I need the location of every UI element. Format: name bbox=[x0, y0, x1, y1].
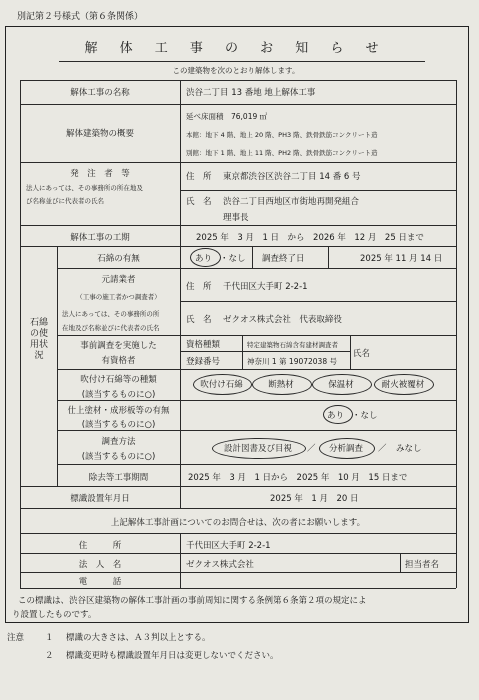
method-item: みなし bbox=[396, 444, 422, 454]
col-line bbox=[252, 246, 253, 268]
col-line bbox=[180, 533, 181, 588]
asbestos-presence-label: 石綿の有無 bbox=[97, 254, 140, 264]
footer-line-2: り設置したものです。 bbox=[12, 610, 97, 620]
col-line bbox=[350, 335, 351, 369]
inquiry-intro: 上記解体工事計画についてのお問合せは、次の者にお願いします。 bbox=[110, 518, 366, 528]
orderer-address: 東京都渋谷区渋谷二丁目 14 番 6 号 bbox=[223, 172, 361, 182]
finish-label: 仕上塗材・成形板等の有無 bbox=[67, 406, 170, 416]
survey-done-date: 2025 年 11 月 14 日 bbox=[360, 254, 443, 264]
contractor-label: 元請業者 bbox=[101, 275, 136, 285]
orderer-name-label: 氏 名 bbox=[186, 197, 212, 207]
row-line bbox=[20, 80, 456, 81]
row-line bbox=[57, 335, 456, 336]
row-line bbox=[57, 430, 456, 431]
row-line bbox=[57, 400, 456, 401]
form-number: 別記第２号様式（第６条関係） bbox=[17, 12, 144, 22]
qualified-label-1: 事前調査を実施した bbox=[80, 341, 157, 351]
method-label: 調査方法 bbox=[101, 437, 136, 447]
title-rule bbox=[59, 61, 425, 62]
orderer-address-label: 住 所 bbox=[186, 172, 212, 182]
contractor-name: ゼクオス株式会社 代表取締役 bbox=[223, 315, 342, 325]
orderer-label: 発 注 者 等 bbox=[70, 169, 130, 179]
row-line bbox=[20, 246, 456, 247]
spray-item: 断熱材 bbox=[268, 380, 294, 390]
removal-label: 除去等工事期間 bbox=[88, 473, 149, 483]
registration-label: 登録番号 bbox=[186, 357, 221, 367]
annex-building-spec: 別館：地下 1 階、地上 11 階、PH2 階、鉄骨鉄筋コンクリート造 bbox=[186, 149, 378, 157]
contractor-name-label: 氏 名 bbox=[186, 315, 212, 325]
col-line bbox=[400, 553, 401, 572]
method-separator: ／ bbox=[307, 444, 316, 454]
col-line bbox=[180, 80, 181, 508]
row-line bbox=[20, 162, 456, 163]
row-line bbox=[180, 301, 456, 302]
orderer-name: 渋谷二丁目西地区市街地再開発組合 bbox=[223, 197, 360, 207]
row-line bbox=[20, 533, 456, 534]
main-building-spec: 本館：地下 4 階、地上 20 階、PH3 階、鉄骨鉄筋コンクリート造 bbox=[186, 131, 378, 139]
registration-number: 神奈川 1 第 19072038 号 bbox=[247, 357, 337, 366]
spray-item: 吹付け石綿 bbox=[200, 380, 243, 390]
method-item: 設計図書及び目視 bbox=[223, 444, 292, 454]
col-line bbox=[20, 80, 21, 588]
orderer-note-1: 法人にあっては、その事務所の所在地及 bbox=[26, 184, 143, 192]
inquiry-corp-label: 法 人 名 bbox=[78, 560, 122, 570]
removal-value: 2025 年 3 月 1 日から 2025 年 10 月 15 日まで bbox=[188, 473, 408, 483]
row-line bbox=[20, 486, 456, 487]
qualification-type-label: 資格種類 bbox=[186, 340, 221, 350]
contractor-note-1: （工事の施工者かつ調査者） bbox=[76, 293, 161, 301]
method-note: (該当するものに○) bbox=[81, 452, 156, 462]
qualified-label-2: 有資格者 bbox=[101, 356, 136, 366]
survey-done-label: 調査終了日 bbox=[262, 254, 305, 264]
col-line bbox=[242, 335, 243, 369]
note-2-number: ２ bbox=[45, 651, 54, 661]
contractor-address-label: 住 所 bbox=[186, 282, 212, 292]
building-overview-label: 解体建築物の概要 bbox=[65, 129, 134, 139]
row-line bbox=[20, 572, 456, 573]
inquiry-person-label: 担当者名 bbox=[405, 560, 440, 570]
floor-area: 延べ床面積 76,019 ㎡ bbox=[186, 112, 268, 121]
row-line bbox=[20, 225, 456, 226]
row-line bbox=[57, 464, 456, 465]
note-1-number: １ bbox=[45, 633, 54, 643]
row-line bbox=[180, 351, 350, 352]
contractor-note-2: 法人にあっては、その事務所の所 bbox=[62, 310, 160, 318]
sign-date-label: 標識設置年月日 bbox=[70, 494, 130, 504]
row-line bbox=[20, 553, 456, 554]
project-name-label: 解体工事の名称 bbox=[70, 88, 130, 98]
spray-note: (該当するものに○) bbox=[81, 390, 156, 400]
inquiry-phone-label: 電 話 bbox=[78, 577, 122, 587]
row-line bbox=[57, 369, 456, 370]
period-label: 解体工事の工期 bbox=[70, 233, 130, 243]
row-line bbox=[180, 190, 456, 191]
period-value: 2025 年 3 月 1 日 から 2026 年 12 月 25 日まで bbox=[196, 233, 424, 243]
asbestos-yes: あり bbox=[195, 254, 213, 264]
asbestos-no: ・なし bbox=[220, 254, 246, 264]
note-1: 標識の大きさは、Ａ３判以上とする。 bbox=[66, 633, 211, 643]
contractor-address: 千代田区大手町 2-2-1 bbox=[223, 282, 308, 292]
surveyor-name-label: 氏名 bbox=[353, 349, 371, 359]
notes-heading: 注意 bbox=[7, 633, 25, 643]
asbestos-section-label: 石綿の使用状況 bbox=[29, 318, 48, 361]
inquiry-address: 千代田区大手町 2-2-1 bbox=[186, 541, 271, 551]
inquiry-corp: ゼクオス株式会社 bbox=[186, 560, 254, 570]
notice-subtitle: この建築物を次のとおり解体します。 bbox=[172, 66, 300, 75]
finish-note: (該当するものに○) bbox=[81, 420, 156, 430]
method-separator: ／ bbox=[378, 444, 387, 454]
row-line bbox=[20, 104, 456, 105]
row-line bbox=[20, 588, 456, 589]
sign-date-value: 2025 年 1 月 20 日 bbox=[270, 494, 359, 504]
orderer-note-2: び名称並びに代表者の氏名 bbox=[26, 197, 104, 205]
notice-title: 解 体 工 事 の お 知 ら せ bbox=[84, 41, 388, 56]
finish-no: ・なし bbox=[352, 411, 378, 421]
method-item: 分析調査 bbox=[328, 444, 363, 454]
spray-item: 耐火被覆材 bbox=[381, 380, 425, 390]
project-name-value: 渋谷二丁目 13 番地 地上解体工事 bbox=[186, 88, 316, 98]
footer-line-1: この標識は、渋谷区建築物の解体工事計画の事前周知に関する条例第６条第２項の規定によ bbox=[18, 596, 367, 606]
inquiry-address-label: 住 所 bbox=[78, 541, 122, 551]
col-line bbox=[328, 246, 329, 268]
spray-item: 保温材 bbox=[328, 380, 354, 390]
col-line bbox=[456, 80, 457, 588]
contractor-note-3: 在地及び名称並びに代表者の氏名 bbox=[62, 324, 160, 332]
qualification-type: 特定建築物石綿含有建材調査者 bbox=[247, 341, 338, 349]
note-2: 標識変更時も標識設置年月日は変更しないでください。 bbox=[66, 651, 279, 661]
row-line bbox=[57, 268, 456, 269]
finish-yes: あり bbox=[327, 411, 345, 421]
row-line bbox=[20, 508, 456, 509]
spray-label: 吹付け石綿等の種類 bbox=[80, 375, 157, 385]
orderer-title: 理事長 bbox=[223, 213, 249, 223]
